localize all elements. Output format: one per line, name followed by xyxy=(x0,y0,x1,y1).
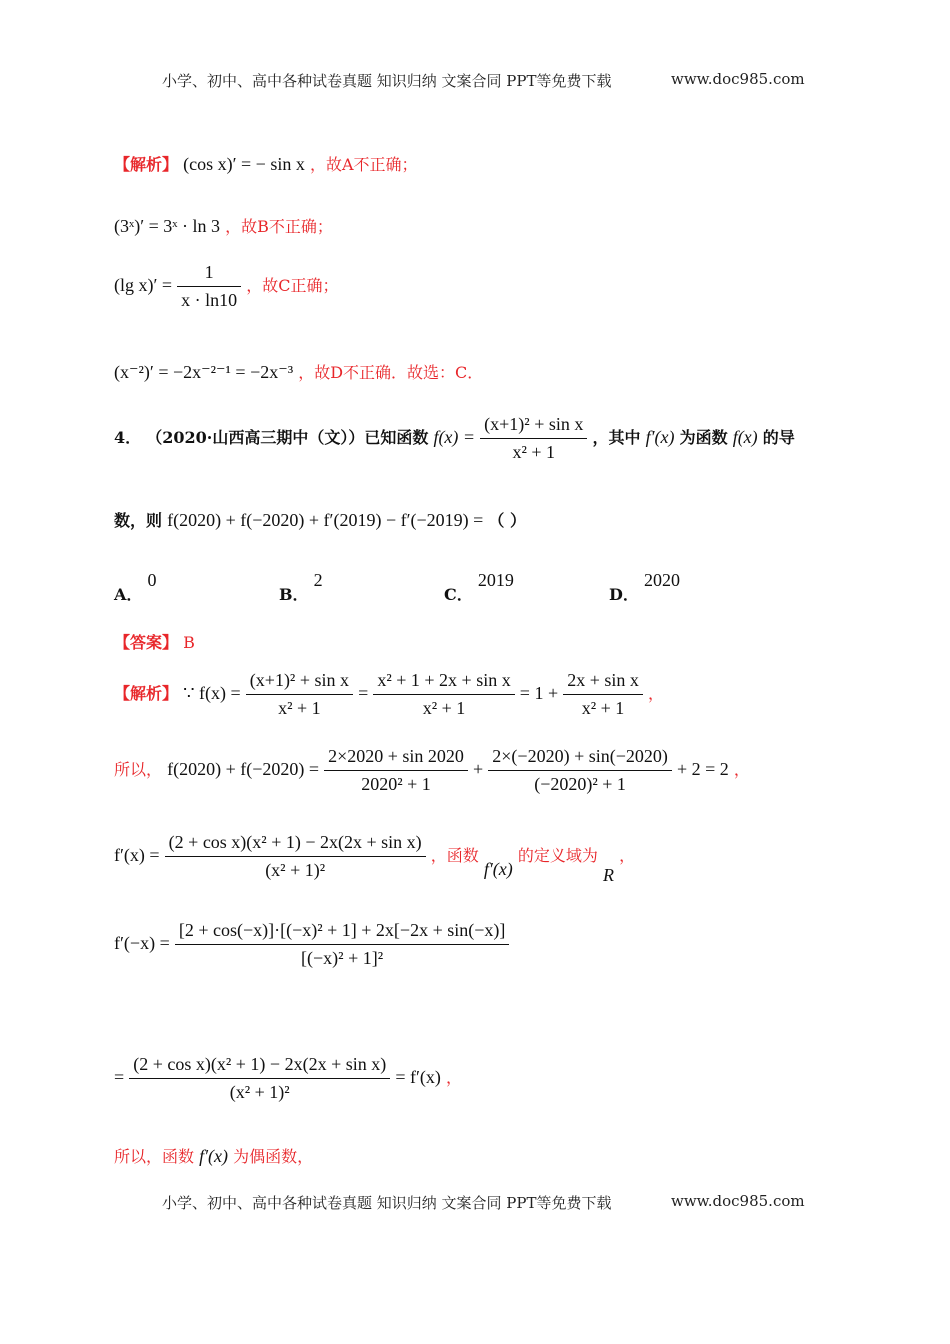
option-a[interactable] xyxy=(114,568,157,604)
analysis-line-a xyxy=(114,152,418,175)
option-b[interactable] xyxy=(279,568,323,604)
fraction xyxy=(246,670,353,719)
fraction-numerator: (x+1)² + sin x xyxy=(480,414,587,439)
question-text: 数，则 xyxy=(114,511,163,530)
analysis-line-d xyxy=(114,360,483,383)
expr-left: f(2020) + f(−2020) = xyxy=(167,759,320,779)
fraction-denominator: [(−x)² + 1]² xyxy=(301,948,384,968)
fraction-numerator: 2×(−2020) + sin(−2020) xyxy=(488,746,672,771)
fraction xyxy=(563,670,643,719)
conclusion-a: ，故A不正确； xyxy=(309,155,418,174)
fraction-numerator: 2×2020 + sin 2020 xyxy=(324,746,468,771)
footer-text: 小学、初中、高中各种试卷真题 知识归纳 文案合同 PPT等免费下载 xyxy=(162,1194,612,1212)
plus: + xyxy=(473,759,484,779)
derivative-symbol: f′(x) xyxy=(483,859,513,879)
expr-right: + 2 = 2 xyxy=(676,759,729,779)
solution-step-6 xyxy=(114,1144,313,1167)
function-def-left: f(x) = xyxy=(433,427,476,447)
question-number: 4． xyxy=(114,428,142,447)
step-text: 的定义域为 xyxy=(517,846,598,865)
punctuation: ， xyxy=(445,1068,462,1087)
fraction-denominator: x² + 1 xyxy=(422,698,466,718)
fraction xyxy=(175,920,510,969)
solution-step-2 xyxy=(114,746,750,795)
formula-d: (x⁻²)′ = −2x⁻²⁻¹ = −2x⁻³ xyxy=(114,362,294,382)
formula-b: (3ˣ)′ = 3ˣ · ln 3 xyxy=(114,216,220,236)
formula-c-fraction xyxy=(177,262,241,311)
fraction-numerator: (x+1)² + sin x xyxy=(246,670,353,695)
fraction xyxy=(324,746,468,795)
question-line-2 xyxy=(114,508,526,531)
domain-symbol: R xyxy=(602,865,614,885)
fraction xyxy=(129,1054,390,1103)
fraction-numerator: x² + 1 + 2x + sin x xyxy=(373,670,514,695)
punctuation: ， xyxy=(733,760,750,779)
fraction xyxy=(488,746,672,795)
answer-blank: （ ） xyxy=(488,511,526,530)
header-url[interactable]: www.doc985.com xyxy=(671,70,805,88)
solution-step-3 xyxy=(114,832,636,885)
fraction-denominator: (x² + 1)² xyxy=(229,1082,290,1102)
question-text: ，其中 xyxy=(592,428,641,447)
analysis-tag: 【解析】 xyxy=(114,684,179,703)
derivative-symbol: f′(x) xyxy=(199,1146,229,1166)
formula-c-left: (lg x)′ = xyxy=(114,275,173,295)
fraction-numerator: 1 xyxy=(177,262,241,287)
derivative-symbol: f′(x) xyxy=(645,427,675,447)
fraction xyxy=(165,832,426,881)
function-def-fraction xyxy=(480,414,587,463)
fraction-denominator: x² + 1 xyxy=(581,698,625,718)
answer-line xyxy=(114,630,195,653)
fraction-numerator: [2 + cos(−x)]·[(−x)² + 1] + 2x[−2x + sin(−x)] xyxy=(175,920,510,945)
step-text: 为偶函数， xyxy=(233,1147,314,1166)
fraction-denominator: x · ln10 xyxy=(181,290,238,310)
fraction-denominator: x² + 1 xyxy=(278,698,321,718)
fraction-denominator: (−2020)² + 1 xyxy=(534,774,626,794)
step-text: ，函数 xyxy=(430,846,479,865)
equals: = xyxy=(114,1067,125,1087)
conclusion-c: ，故C正确； xyxy=(246,276,339,295)
question-text: 为函数 xyxy=(679,428,728,447)
analysis-line-b xyxy=(114,214,333,237)
function-symbol: f(x) xyxy=(732,427,758,447)
fraction-denominator: 2020² + 1 xyxy=(361,774,431,794)
option-label: B． xyxy=(279,585,309,604)
fraction-numerator: (2 + cos x)(x² + 1) − 2x(2x + sin x) xyxy=(129,1054,390,1079)
option-d[interactable] xyxy=(609,568,680,604)
solution-step-4 xyxy=(114,920,509,969)
question-expression: f(2020) + f(−2020) + f′(2019) − f′(−2019) = xyxy=(167,510,484,530)
answer-tag: 【答案】 xyxy=(114,633,179,652)
step-prefix: 所以， xyxy=(114,760,163,779)
solution-step-5 xyxy=(114,1054,462,1103)
option-c[interactable] xyxy=(444,568,514,604)
option-value: 2019 xyxy=(477,570,514,590)
fraction-numerator: 2x + sin x xyxy=(563,670,643,695)
punctuation: ， xyxy=(619,846,636,865)
question-source: （2020·山西高三期中（文））已知函数 xyxy=(146,428,429,447)
punctuation: ， xyxy=(647,684,664,703)
fraction-denominator: (x² + 1)² xyxy=(265,860,326,880)
expr-left: f′(−x) = xyxy=(114,933,170,953)
fraction-numerator: (2 + cos x)(x² + 1) − 2x(2x + sin x) xyxy=(165,832,426,857)
question-line-1 xyxy=(114,414,795,463)
answer-value: B xyxy=(183,633,195,652)
footer-url[interactable]: www.doc985.com xyxy=(671,1192,805,1210)
fraction-denominator: x² + 1 xyxy=(512,442,556,462)
equals: = xyxy=(358,683,369,703)
header-text: 小学、初中、高中各种试卷真题 知识归纳 文案合同 PPT等免费下载 xyxy=(162,72,612,90)
question-text: 的导 xyxy=(762,428,795,447)
expr-left: ∵ f(x) = xyxy=(183,683,241,703)
solution-step-1 xyxy=(114,670,664,719)
option-value: 2 xyxy=(313,570,323,590)
expr-right: = f′(x) xyxy=(395,1067,441,1087)
option-label: C． xyxy=(444,585,473,604)
equals: = 1 + xyxy=(519,683,559,703)
analysis-line-c xyxy=(114,262,339,311)
option-label: A． xyxy=(114,585,143,604)
fraction xyxy=(373,670,514,719)
option-value: 2020 xyxy=(643,570,680,590)
option-label: D． xyxy=(609,585,639,604)
option-value: 0 xyxy=(147,570,157,590)
formula-a: (cos x)′ = − sin x xyxy=(183,154,305,174)
conclusion-d: ，故D不正确．故选：C． xyxy=(298,363,484,382)
analysis-tag: 【解析】 xyxy=(114,155,179,174)
conclusion-b: ，故B不正确； xyxy=(225,217,333,236)
step-text: 所以，函数 xyxy=(114,1147,195,1166)
expr-left: f′(x) = xyxy=(114,845,160,865)
